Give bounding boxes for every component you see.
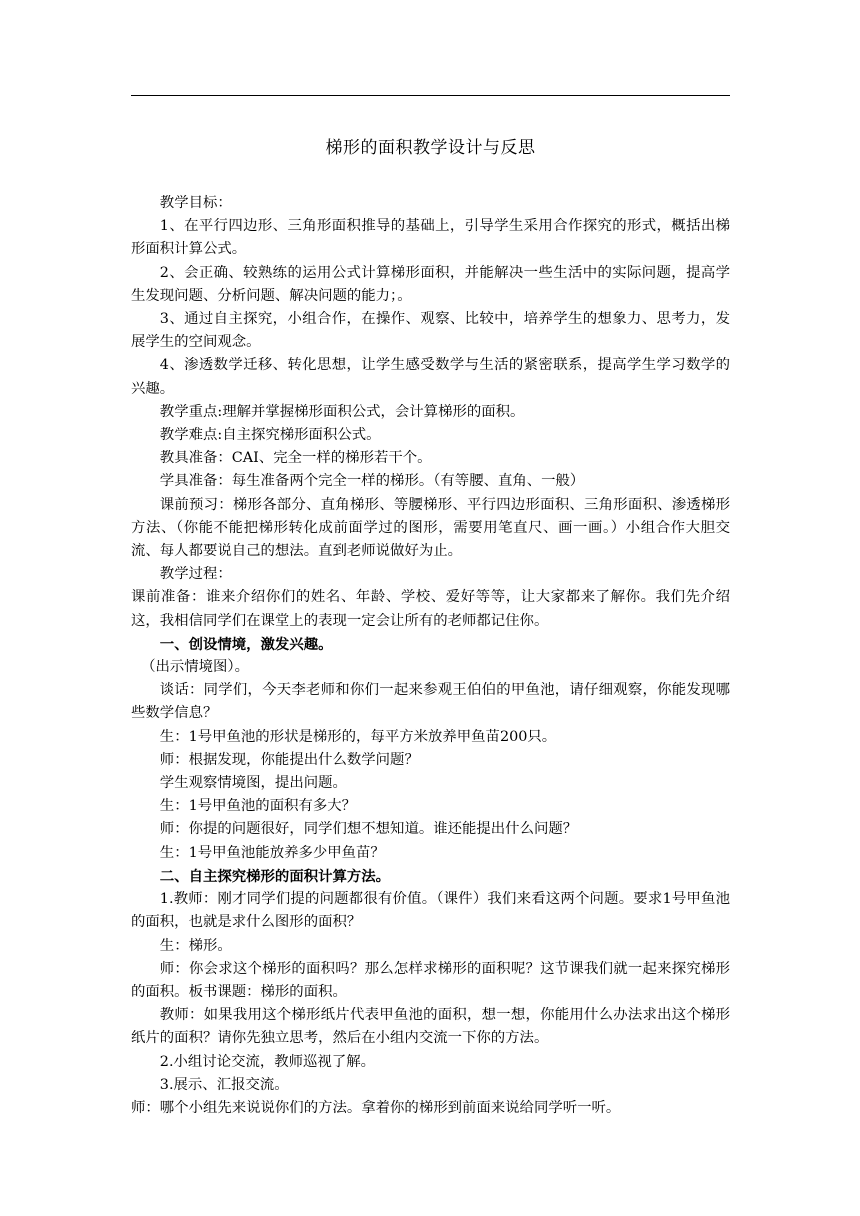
paragraph-teaching-aids: 教具准备：CAI、完全一样的梯形若干个。 [159, 450, 432, 467]
paragraph-teacher-4: 教师：如果我用这个梯形纸片代表甲鱼池的面积，想一想，你能用什么办法求出这个梯形纸片的面积？请你先独立思考，然后在小组内交流一下你的方法。 [131, 1007, 730, 1047]
paragraph-preview: 课前预习：梯形各部分、直角梯形、等腰梯形、平行四边形面积、三角形面积、渗透梯形方法、（你能不能把梯形转化成前面学过的图形，需要用笔直尺、画一画。）小组合作大胆交流、每人都要说自己的想法。直到老师说做好为止。 [131, 496, 730, 560]
paragraph-student-4: 生：梯形。 [159, 937, 232, 954]
paragraph-talk: 谈话：同学们，今天李老师和你们一起来参观王伯伯的甲鱼池，请仔细观察，你能发现哪些数学信息？ [131, 682, 730, 722]
paragraph-objective-4: 4、渗透数学迁移、转化思想，让学生感受数学与生活的紧密联系，提高学生学习数学的兴趣。 [131, 357, 730, 397]
section-heading-2: 二、自主探究梯形的面积计算方法。 [159, 867, 391, 885]
paragraph-observe: 学生观察情境图，提出问题。 [159, 775, 347, 792]
section-heading-1: 一、创设情境，激发兴趣。 [159, 635, 333, 653]
paragraph-teacher-3: 师：你会求这个梯形的面积吗？那么怎样求梯形的面积呢？这节课我们就一起来探究梯形的面积。板书课题：梯形的面积。 [131, 960, 730, 1000]
paragraph-difficulty: 教学难点:自主探究梯形面积公式。 [159, 427, 381, 444]
paragraph-objectives-heading: 教学目标： [159, 195, 232, 211]
paragraph-objective-1: 1、在平行四边形、三角形面积推导的基础上，引导学生采用合作探究的形式，概括出梯形面积计算公式。 [131, 218, 730, 258]
paragraph-student-2: 生：1号甲鱼池的面积有多大？ [159, 798, 357, 815]
header-rule [131, 95, 730, 96]
paragraph-class-prep: 课前准备：谁来介绍你们的姓名、年龄、学校、爱好等等，让大家都来了解你。我们先介绍这，我相信同学们在课堂上的表现一定会让所有的老师都记住你。 [131, 589, 730, 629]
paragraph-student-1: 生：1号甲鱼池的形状是梯形的，每平方米放养甲鱼苗200只。 [159, 728, 557, 745]
paragraph-student-3: 生：1号甲鱼池能放养多少甲鱼苗？ [159, 844, 385, 861]
paragraph-step-3: 3.展示、汇报交流。 [159, 1076, 289, 1093]
paragraph-teacher-2: 师：你提的问题很好，同学们想不想知道。谁还能提出什么问题？ [159, 821, 578, 838]
paragraph-key-point: 教学重点:理解并掌握梯形面积公式，会计算梯形的面积。 [159, 403, 525, 420]
paragraph-teacher-5: 师：哪个小组先来说说你们的方法。拿着你的梯形到前面来说给同学听一听。 [131, 1099, 621, 1116]
paragraph-show-image: （出示情境图）。 [141, 659, 250, 676]
document-body [131, 192, 730, 1120]
paragraph-learning-aids: 学具准备：每生准备两个完全一样的梯形。（有等腰、直角、一般） [159, 473, 585, 490]
document-title: 梯形的面积教学设计与反思 [325, 138, 536, 158]
paragraph-teacher-1: 师：根据发现，你能提出什么数学问题？ [159, 751, 419, 768]
paragraph-objective-3: 3、通过自主探究，小组合作，在操作、观察、比较中，培养学生的想象力、思考力，发展学生的空间观念。 [131, 311, 730, 351]
paragraph-process-heading: 教学过程： [159, 566, 232, 583]
paragraph-step-2: 2.小组讨论交流，教师巡视了解。 [159, 1053, 375, 1070]
paragraph-step-1: 1.教师：刚才同学们提的问题都很有价值。（课件）我们来看这两个问题。要求1号甲鱼池的面积，也就是求什么图形的面积？ [131, 891, 730, 931]
paragraph-objective-2: 2、会正确、较熟练的运用公式计算梯形面积，并能解决一些生活中的实际问题，提高学生发现问题、分析问题、解决问题的能力；。 [131, 264, 730, 304]
